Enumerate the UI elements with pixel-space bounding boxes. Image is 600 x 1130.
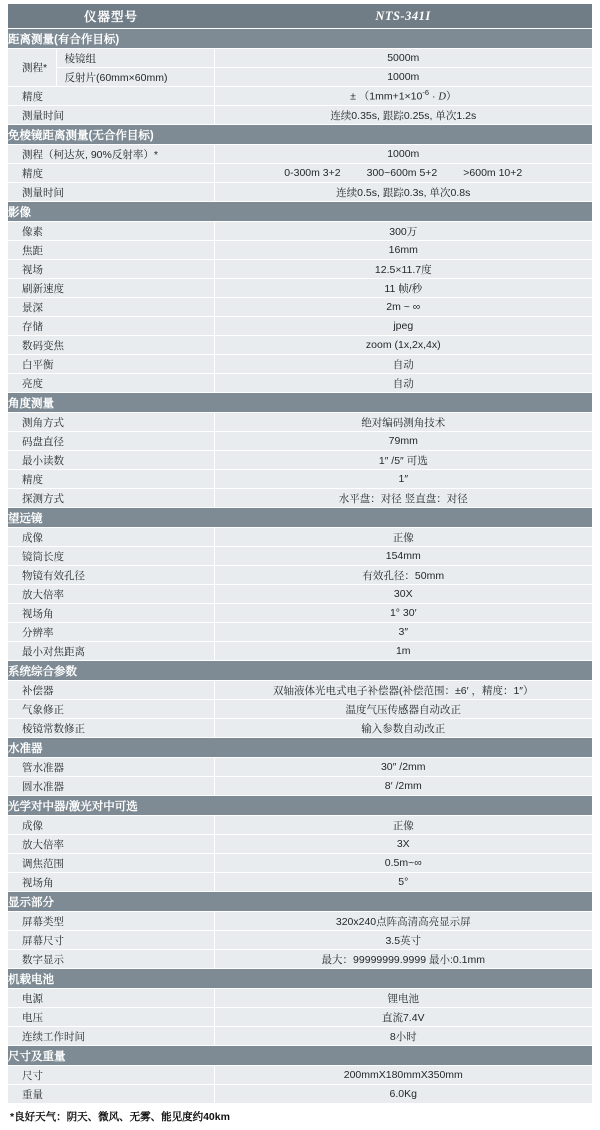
row-label: 亮度 <box>8 374 214 393</box>
row-label: 测量时间 <box>8 183 214 202</box>
row-value: 1000m <box>214 68 592 87</box>
table-row <box>8 413 592 432</box>
table-row <box>8 451 592 470</box>
row-label: 管水准器 <box>8 758 214 777</box>
row-value: 输入参数自动改正 <box>214 719 592 738</box>
row-value: 连续0.35s, 跟踪0.25s, 单次1.2s <box>214 106 592 125</box>
table-row <box>8 719 592 738</box>
row-value: 1000m <box>214 145 592 164</box>
section-title: 显示部分 <box>8 892 592 912</box>
row-value: jpeg <box>214 317 592 336</box>
row-value: 30X <box>214 585 592 604</box>
row-value: 154mm <box>214 547 592 566</box>
row-label: 数字显示 <box>8 950 214 969</box>
row-label: 重量 <box>8 1085 214 1104</box>
row-label: 补偿器 <box>8 681 214 700</box>
table-row <box>8 604 592 623</box>
table-row <box>8 49 592 68</box>
row-label: 尺寸 <box>8 1066 214 1085</box>
row-label: 测量时间 <box>8 106 214 125</box>
row-value: 3X <box>214 835 592 854</box>
section-title: 望远镜 <box>8 508 592 528</box>
row-value: 水平盘：对径 竖直盘：对径 <box>214 489 592 508</box>
row-label: 存储 <box>8 317 214 336</box>
row-label: 电源 <box>8 989 214 1008</box>
row-value: 锂电池 <box>214 989 592 1008</box>
table-row <box>8 279 592 298</box>
table-header-row <box>8 4 592 29</box>
table-row <box>8 1027 592 1046</box>
table-row <box>8 758 592 777</box>
row-value: 1″ <box>214 470 592 489</box>
row-value <box>214 164 592 183</box>
table-row <box>8 547 592 566</box>
row-value: 双轴液体光电式电子补偿器(补偿范围：±6′ ，精度：1″） <box>214 681 592 700</box>
table-row <box>8 528 592 547</box>
row-label: 调焦范围 <box>8 854 214 873</box>
section-header-row <box>8 508 592 528</box>
row-label: 屏幕类型 <box>8 912 214 931</box>
header-model: NTS-341I <box>214 4 592 29</box>
section-header-row <box>8 393 592 413</box>
row-label: 视场角 <box>8 873 214 892</box>
row-label: 精度 <box>8 470 214 489</box>
table-row <box>8 183 592 202</box>
row-value: zoom (1x,2x,4x) <box>214 336 592 355</box>
row-value: 16mm <box>214 241 592 260</box>
row-value: 3″ <box>214 623 592 642</box>
row-value: 连续0.5s, 跟踪0.3s, 单次0.8s <box>214 183 592 202</box>
row-label: 最小对焦距离 <box>8 642 214 661</box>
row-value: 3.5英寸 <box>214 931 592 950</box>
row-label: 测程（柯达灰, 90%反射率）* <box>8 145 214 164</box>
row-value: 绝对编码测角技术 <box>214 413 592 432</box>
row-label: 成像 <box>8 528 214 547</box>
table-row <box>8 336 592 355</box>
row-label: 测角方式 <box>8 413 214 432</box>
row-value: 79mm <box>214 432 592 451</box>
table-row <box>8 298 592 317</box>
section-header-row <box>8 29 592 49</box>
footnote: *良好天气：阴天、微风、无雾、能见度约40km <box>10 1111 230 1123</box>
row-label: 放大倍率 <box>8 835 214 854</box>
section-title: 尺寸及重量 <box>8 1046 592 1066</box>
table-row <box>8 317 592 336</box>
table-row <box>8 432 592 451</box>
table-row <box>8 106 592 125</box>
table-row <box>8 700 592 719</box>
row-value-part: 0-300m 3+2 <box>284 167 341 179</box>
section-title: 水准器 <box>8 738 592 758</box>
row-label: 数码变焦 <box>8 336 214 355</box>
section-title: 距离测量(有合作目标) <box>8 29 592 49</box>
row-value: 最大：99999999.9999 最小:0.1mm <box>214 950 592 969</box>
row-label: 分辨率 <box>8 623 214 642</box>
table-row <box>8 87 592 106</box>
row-sublabel: 反射片(60mm×60mm) <box>56 68 214 87</box>
table-row <box>8 374 592 393</box>
row-label: 景深 <box>8 298 214 317</box>
row-value: 200mmX180mmX350mm <box>214 1066 592 1085</box>
row-value: 直流7.4V <box>214 1008 592 1027</box>
row-label: 精度 <box>8 87 214 106</box>
row-value: 8小时 <box>214 1027 592 1046</box>
row-value-part: >600m 10+2 <box>463 167 523 179</box>
row-value: 6.0Kg <box>214 1085 592 1104</box>
section-header-row <box>8 661 592 681</box>
row-value: 8′ /2mm <box>214 777 592 796</box>
section-title: 影像 <box>8 202 592 222</box>
row-label: 码盘直径 <box>8 432 214 451</box>
table-row <box>8 989 592 1008</box>
row-value: 1° 30′ <box>214 604 592 623</box>
table-row <box>8 260 592 279</box>
section-header-row <box>8 796 592 816</box>
table-row <box>8 566 592 585</box>
table-row <box>8 777 592 796</box>
row-value: 正像 <box>214 528 592 547</box>
table-row <box>8 164 592 183</box>
section-header-row <box>8 892 592 912</box>
section-title: 系统综合参数 <box>8 661 592 681</box>
section-header-row <box>8 125 592 145</box>
section-header-row <box>8 738 592 758</box>
table-row <box>8 68 592 87</box>
table-row <box>8 835 592 854</box>
row-value: 11 帧/秒 <box>214 279 592 298</box>
specification-table <box>8 4 592 1104</box>
row-label: 像素 <box>8 222 214 241</box>
table-row <box>8 623 592 642</box>
table-row <box>8 585 592 604</box>
row-label: 刷新速度 <box>8 279 214 298</box>
table-row <box>8 241 592 260</box>
table-row <box>8 355 592 374</box>
row-label: 探测方式 <box>8 489 214 508</box>
row-label: 电压 <box>8 1008 214 1027</box>
row-label: 棱镜常数修正 <box>8 719 214 738</box>
section-title: 免棱镜距离测量(无合作目标) <box>8 125 592 145</box>
row-label: 焦距 <box>8 241 214 260</box>
table-row <box>8 1066 592 1085</box>
row-value: 300万 <box>214 222 592 241</box>
section-header-row <box>8 202 592 222</box>
row-label: 精度 <box>8 164 214 183</box>
header-title: 仪器型号 <box>8 4 214 29</box>
table-row <box>8 489 592 508</box>
table-row <box>8 816 592 835</box>
table-row <box>8 1008 592 1027</box>
row-label: 测程* <box>8 49 56 87</box>
row-label: 最小读数 <box>8 451 214 470</box>
row-value: ± $(1mm+1\times 10^{-6} \cdot D)$ <box>214 87 592 106</box>
row-label: 成像 <box>8 816 214 835</box>
row-value: 5° <box>214 873 592 892</box>
table-row <box>8 681 592 700</box>
table-row <box>8 642 592 661</box>
table-row <box>8 912 592 931</box>
row-value: 正像 <box>214 816 592 835</box>
row-value: 1″ /5″ 可选 <box>214 451 592 470</box>
section-title: 光学对中器/激光对中可选 <box>8 796 592 816</box>
row-value: 0.5m~∞ <box>214 854 592 873</box>
row-value: 2m ~ ∞ <box>214 298 592 317</box>
row-label: 视场角 <box>8 604 214 623</box>
row-value: 自动 <box>214 374 592 393</box>
row-value: 12.5×11.7度 <box>214 260 592 279</box>
row-label: 连续工作时间 <box>8 1027 214 1046</box>
row-label: 镜筒长度 <box>8 547 214 566</box>
row-value: 有效孔径：50mm <box>214 566 592 585</box>
table-row <box>8 1085 592 1104</box>
table-row <box>8 470 592 489</box>
row-label: 视场 <box>8 260 214 279</box>
row-value: 自动 <box>214 355 592 374</box>
table-row <box>8 145 592 164</box>
row-value: 1m <box>214 642 592 661</box>
table-row <box>8 222 592 241</box>
section-title: 机载电池 <box>8 969 592 989</box>
section-title: 角度测量 <box>8 393 592 413</box>
row-label: 气象修正 <box>8 700 214 719</box>
row-value: 温度气压传感器自动改正 <box>214 700 592 719</box>
row-label: 放大倍率 <box>8 585 214 604</box>
row-value: 30″ /2mm <box>214 758 592 777</box>
row-value-part: 300~600m 5+2 <box>366 167 438 179</box>
row-sublabel: 棱镜组 <box>56 49 214 68</box>
row-label: 物镜有效孔径 <box>8 566 214 585</box>
row-label: 白平衡 <box>8 355 214 374</box>
row-label: 屏幕尺寸 <box>8 931 214 950</box>
section-header-row <box>8 1046 592 1066</box>
table-row <box>8 950 592 969</box>
table-row <box>8 854 592 873</box>
row-label: 圆水准器 <box>8 777 214 796</box>
table-row <box>8 873 592 892</box>
row-value: 5000m <box>214 49 592 68</box>
row-value: 320x240点阵高清高亮显示屏 <box>214 912 592 931</box>
table-row <box>8 931 592 950</box>
section-header-row <box>8 969 592 989</box>
